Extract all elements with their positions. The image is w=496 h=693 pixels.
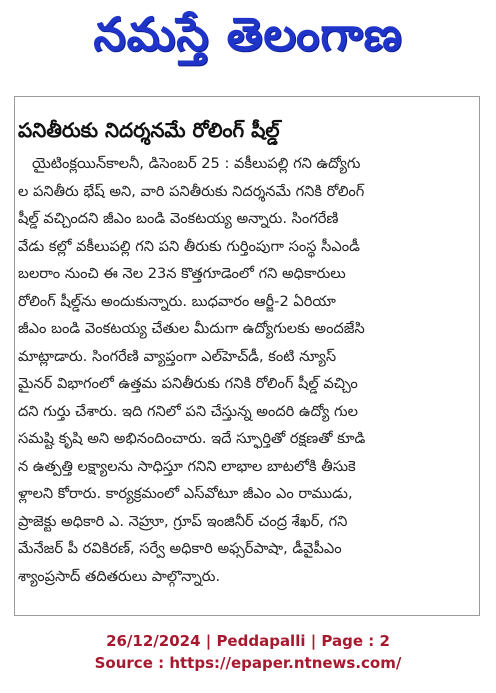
article-line: ల పనితీరు భేష్ అని, వారి పనితీరుకు నిదర్శనమే గనికి రోలింగ్ — [18, 182, 365, 200]
article-line: రోలింగ్ షీల్డ్‌ను అందుకున్నారు. బుధవారం ఆర్జీ-2 ఏరియా — [18, 292, 336, 310]
article-line: న ఉత్పత్తి లక్ష్యాలను సాధిస్తూ గనిని లాభాల బాటలోకి తీసుకె — [18, 457, 356, 475]
article-headline: పనితీరుకు నిదర్శనమే రోలింగ్ షీల్డ్ — [18, 118, 280, 142]
article-line: శ్యాంప్రసాద్ తదితరులు పాల్గొన్నారు. — [18, 567, 221, 585]
masthead — [0, 0, 496, 80]
source-link[interactable]: Source : https://epaper.ntnews.com/ — [94, 654, 402, 672]
article-line: దని గుర్తు చేశారు. ఇది గనిలో పని చేస్తున్న అందరి ఉద్యో గుల — [18, 402, 358, 420]
article-line: మైనర్ విభాగంలో ఉత్తమ పనితీరుకు గనికి రోలింగ్ షీల్డ్ వచ్చిం — [18, 375, 358, 392]
article-line: బలరాం నుంచి ఈ నెల 23న కొత్తగూడెంలో గని అధికారులు — [18, 265, 346, 282]
article-body — [18, 150, 478, 590]
article-line: వేడు కల్లో వకీలుపల్లి గని పని తీరుకు గుర్తింపుగా సంస్థ సీఎండీ — [18, 237, 360, 255]
article-line: ళ్లాలని కోరారు. కార్యక్రమంలో ఎస్‌వోటూ జీఎం ఎం రాముడు, — [18, 485, 353, 502]
article-line: షీల్డ్ వచ్చిందని జీఎం బండి వెంకటయ్య అన్నారు. సింగరేణి — [18, 210, 339, 227]
article-line: మాట్లాడారు. సింగరేణి వ్యాప్తంగా ఎల్‌హెచ్‌డీ, కంటి న్యూస్ — [18, 347, 337, 365]
article-line: సమష్టి కృషి అని అభినందించారు. ఇదే స్ఫూర్తితో రక్షణతో కూడి — [18, 430, 366, 447]
edition-info: 26/12/2024 | Peddapalli | Page : 2 — [106, 632, 390, 650]
article-line: యైటింక్లయిన్‌కాలనీ, డిసెంబర్ 25 : వకీలుపల్లి గని ఉద్యోగు — [32, 155, 361, 172]
article-line: జీఎం బండి వెంకటయ్య చేతుల మీదుగా ఉద్యోగులకు అందజేసి — [18, 320, 365, 337]
newspaper-logo: నమస్తే తెలంగాణ — [93, 7, 403, 61]
article-line: ప్రాజెక్టు అధికారి ఎ. నెహ్రూ, గ్రూప్ ఇంజినీర్ చంద్ర శేఖర్, గని — [18, 512, 348, 530]
page-footer — [0, 630, 496, 674]
article-line: మేనేజర్ పీ రవికిరణ్, సర్వే అధికారి అఫ్సర్‌పాషా, డీవైపీఎం — [18, 540, 342, 557]
